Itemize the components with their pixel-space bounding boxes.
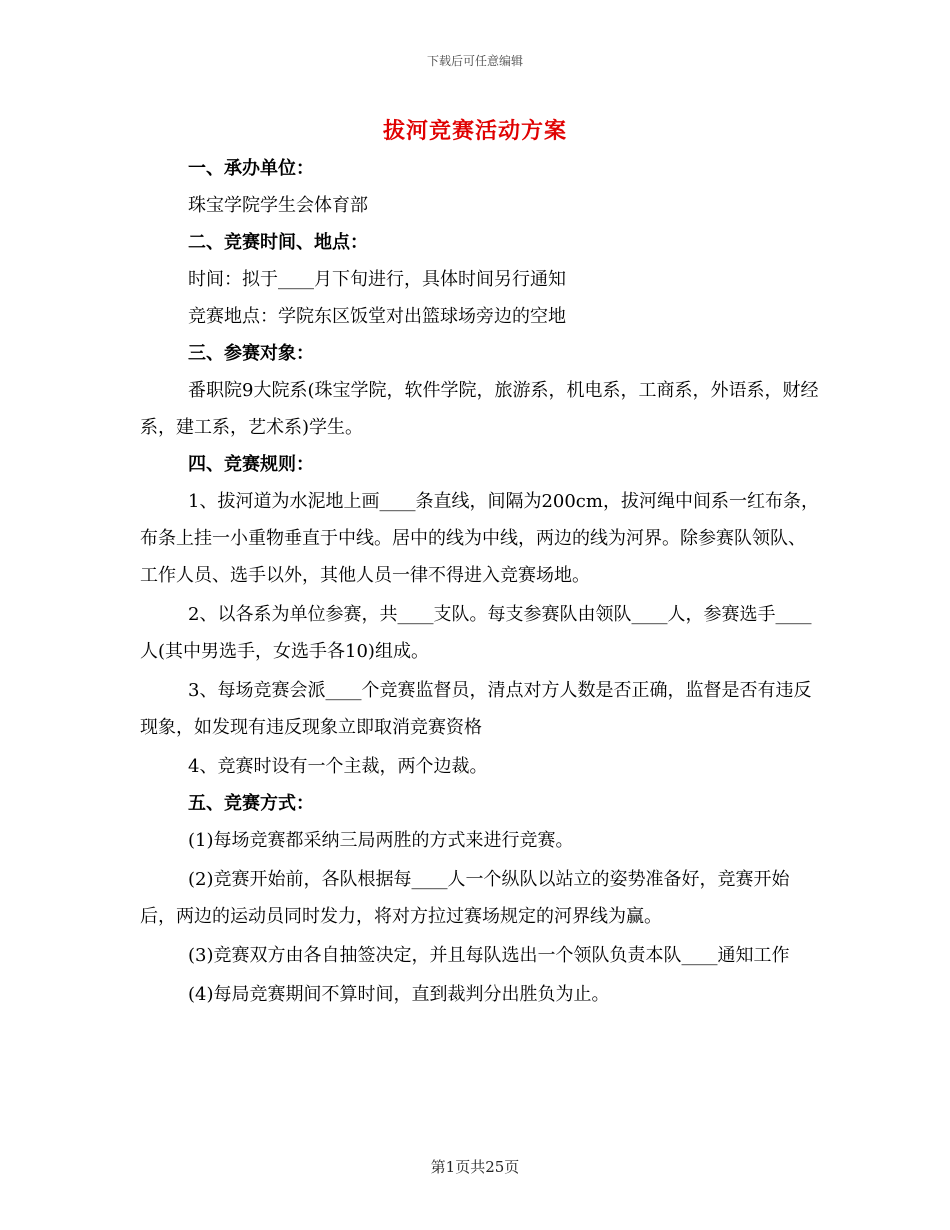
- document-title: 拔河竞赛活动方案: [382, 118, 567, 144]
- page-header: 下载后可任意编辑: [426, 54, 523, 68]
- paragraph: (4)每局竞赛期间不算时间，直到裁判分出胜负为止。: [188, 984, 610, 1005]
- section-heading: 一、承办单位：: [188, 158, 314, 179]
- section-heading: 三、参赛对象：: [188, 343, 314, 364]
- section-heading: 五、竞赛方式：: [188, 793, 314, 814]
- document-body: [140, 150, 820, 1013]
- section-heading: 二、竞赛时间、地点：: [188, 232, 368, 253]
- paragraph: 2、以各系为单位参赛，共____支队。每支参赛队由领队____人，参赛选手____人(其中男选手，女选手各10)组成。: [140, 604, 812, 662]
- paragraph: 番职院9大院系(珠宝学院，软件学院，旅游系，机电系，工商系，外语系，财经系，建工系，艺术系)学生。: [140, 380, 819, 438]
- paragraph: (2)竞赛开始前，各队根据每____人一个纵队以站立的姿势准备好，竞赛开始后，两边的运动员同时发力，将对方拉过赛场规定的河界线为赢。: [140, 869, 790, 927]
- paragraph: (3)竞赛双方由各自抽签决定，并且每队选出一个领队负责本队____通知工作: [188, 945, 790, 966]
- section-heading: 四、竞赛规则：: [188, 454, 314, 475]
- paragraph: 4、竞赛时设有一个主裁，两个边裁。: [188, 756, 488, 777]
- paragraph: 时间：拟于____月下旬进行，具体时间另行通知: [188, 269, 566, 290]
- page-footer: 第1页共25页: [430, 1158, 520, 1176]
- paragraph: (1)每场竞赛都采纳三局两胜的方式来进行竞赛。: [188, 830, 574, 851]
- paragraph: 珠宝学院学生会体育部: [188, 195, 368, 216]
- paragraph: 1、拔河道为水泥地上画____条直线，间隔为200cm，拔河绳中间系一红布条，布条上挂一小重物垂直于中线。居中的线为中线，两边的线为河界。除参赛队领队、工作人员、选手以外，其他人员一律不得进入竞赛场地。: [140, 491, 819, 586]
- paragraph: 竞赛地点：学院东区饭堂对出篮球场旁边的空地: [188, 306, 566, 327]
- paragraph: 3、每场竞赛会派____个竞赛监督员，清点对方人数是否正确，监督是否有违反现象，如发现有违反现象立即取消竞赛资格: [140, 680, 812, 738]
